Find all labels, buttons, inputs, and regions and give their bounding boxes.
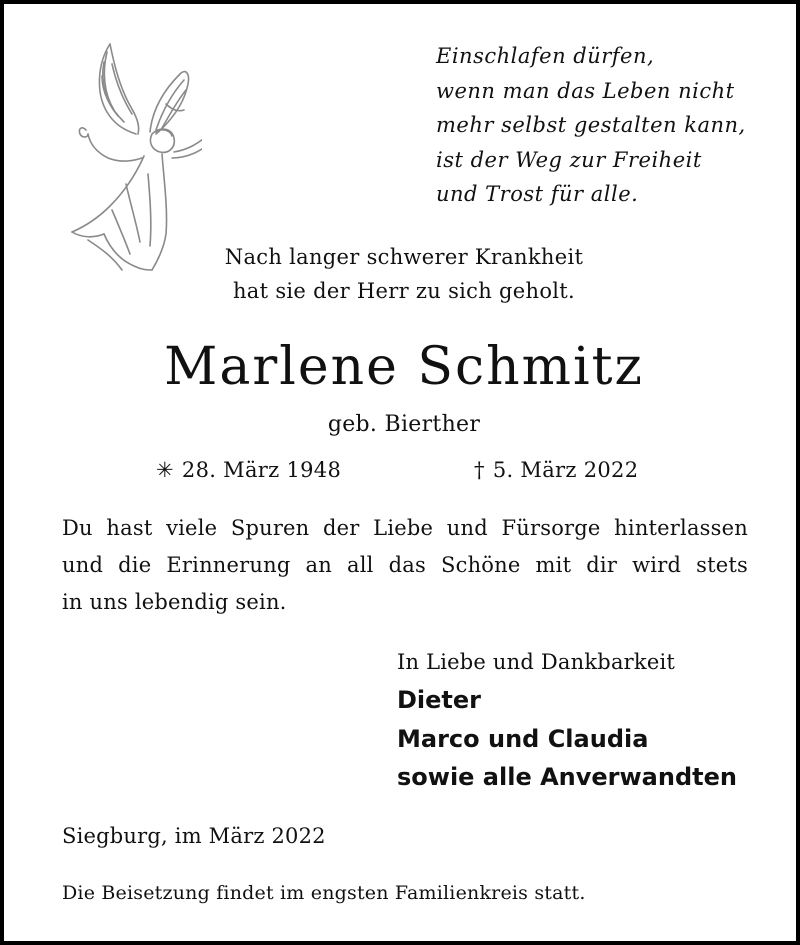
mourner-name: Marco und Claudia [397,724,649,753]
poem-line: und Trost für alle. [436,182,639,206]
birth-star-icon: ✳ [156,458,174,482]
illness-line: hat sie der Herr zu sich geholt. [232,279,576,303]
dedication-line: in uns lebendig sein. [62,590,287,614]
angel-icon [52,34,202,274]
dedication-line: und die Erinnerung an all das Schöne mit dir wird stets [62,553,748,577]
birth-date: 28. März 1948 [181,458,342,482]
illness-text [4,240,800,308]
death-date: 5. März 2022 [492,458,639,482]
poem-line: ist der Weg zur Freiheit [436,147,702,172]
poem-line: wenn man das Leben nicht [436,78,735,103]
death-date-line [474,454,638,486]
death-cross-icon: † [474,458,485,482]
signoff [397,644,737,797]
deceased-name: Marlene Schmitz [164,337,644,397]
place-date: Siegburg, im März 2022 [62,824,326,848]
maiden-name: geb. Bierther [327,412,481,437]
dedication-text [62,510,748,621]
mourner-name: Dieter [397,686,482,714]
mourner-name: sowie alle Anverwandten [397,763,737,791]
poem-line: mehr selbst gestalten kann, [436,113,746,137]
dedication-line: Du hast viele Spuren der Liebe und Fürsorge hinterlassen [62,516,748,540]
poem-line: Einschlafen dürfen, [436,44,655,68]
illness-line: Nach langer schwerer Krankheit [224,245,584,269]
funeral-note: Die Beisetzung findet im engsten Familienkreis statt. [62,882,586,904]
birth-date-line [156,454,341,486]
poem [436,39,746,212]
signoff-intro: In Liebe und Dankbarkeit [397,650,676,674]
